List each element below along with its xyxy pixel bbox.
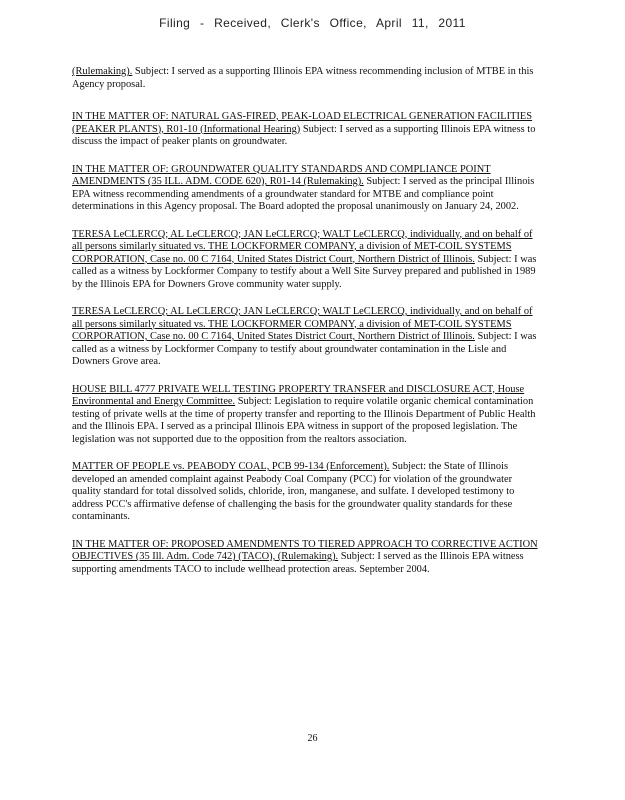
testimony-entry xyxy=(72,306,542,369)
entry-title: IN THE MATTER OF: NATURAL GAS-FIRED, PEAK-LOAD ELECTRICAL GENERATION FACILITIES (PEAKER PLANTS), R01-10 (Informational Hearing) xyxy=(72,111,533,135)
entry-body: Subject: I served as the principal Illinois EPA witness recommending amendments of a groundwater standard for MTBE and compliance point determinations in this Agency proposal. The Board adopted the proposal unanimously on January 24, 2002. xyxy=(72,176,535,212)
testimony-entry xyxy=(72,229,542,292)
entry-title: HOUSE BILL 4777 PRIVATE WELL TESTING PROPERTY TRANSFER and DISCLOSURE ACT, House Environmental and Energy Committee. xyxy=(72,383,525,407)
entry-body: Subject: I was called as a witness by Lockformer Company to testify about a Well Site Survey prepared and published in 1989 by the Illinois EPA for Downers Grove community water supply. xyxy=(72,253,537,290)
entry-body: Subject: I was called as a witness by Lockformer Company to testify about groundwater contamination in the Lisle and Downers Grove area. xyxy=(72,331,537,367)
testimony-list xyxy=(72,66,542,591)
entry-body: Subject: I served as a supporting Illinois EPA witness to discuss the impact of peaker plants on groundwater. xyxy=(72,123,536,147)
entry-body: Subject: the State of Illinois developed an amended complaint against Peabody Coal Company (PCC) for violation of the groundwater quality standard for total dissolved solids, chloride, iron, manganese, and sulfate. I developed testimony to address PCC's affirmative defense of challenging the basis for the groundwater quality standards for these contaminants. xyxy=(72,461,515,522)
testimony-entry xyxy=(72,461,542,524)
testimony-entry xyxy=(72,164,542,214)
entry-body: Subject: I served as the Illinois EPA witness supporting amendments TACO to include wellhead protection areas. September 2004. xyxy=(72,551,524,575)
entry-body: Subject: Legislation to require volatile organic chemical contamination testing of private wells at the time of property transfer and reporting to the Illinois Department of Public Health and the Illinois EPA. I served as a principal Illinois EPA witness in support of the proposed legislation. The legislation was not supported due to the opposition from the realtors association. xyxy=(72,396,536,445)
page-number: 26 xyxy=(307,733,318,744)
testimony-entry xyxy=(72,539,542,577)
entry-title: (Rulemaking). xyxy=(72,66,133,77)
testimony-entry xyxy=(72,384,542,447)
testimony-entry xyxy=(72,111,542,149)
entry-body: Subject: I served as a supporting Illinois EPA witness recommending inclusion of MTBE in this Agency proposal. xyxy=(72,66,534,90)
entry-title: TERESA LeCLERCQ; AL LeCLERCQ; JAN LeCLERCQ; WALT LeCLERCQ, individually, and on behalf of all persons similarly situated vs. THE LOCKFORMER COMPANY, a division of MET-COIL SYSTEMS CORPORATION, Case no. 00 C 7164, United States District Court, Northern District of Illinois. xyxy=(72,228,533,265)
entry-title: IN THE MATTER OF: GROUNDWATER QUALITY STANDARDS AND COMPLIANCE POINT AMENDMENTS (35 ILL. ADM. CODE 620), R01-14 (Rulemaking). xyxy=(72,163,491,187)
filing-header: Filing - Received, Clerk's Office, April 11, 2011 xyxy=(159,16,466,30)
entry-title: IN THE MATTER OF: PROPOSED AMENDMENTS TO TIERED APPROACH TO CORRECTIVE ACTION OBJECTIVES (35 Ill. Adm. Code 742) (TACO), (Rulemaking). xyxy=(72,538,538,562)
entry-title: TERESA LeCLERCQ; AL LeCLERCQ; JAN LeCLERCQ; WALT LeCLERCQ, individually, and on behalf of all persons similarly situated vs. THE LOCKFORMER COMPANY, a division of MET-COIL SYSTEMS CORPORATION, Case no. 00 C 7164, United States District Court, Northern District of Illinois. xyxy=(72,306,533,342)
entry-title: MATTER OF PEOPLE vs. PEABODY COAL, PCB 99-134 (Enforcement). xyxy=(72,461,390,472)
testimony-entry xyxy=(72,66,542,91)
